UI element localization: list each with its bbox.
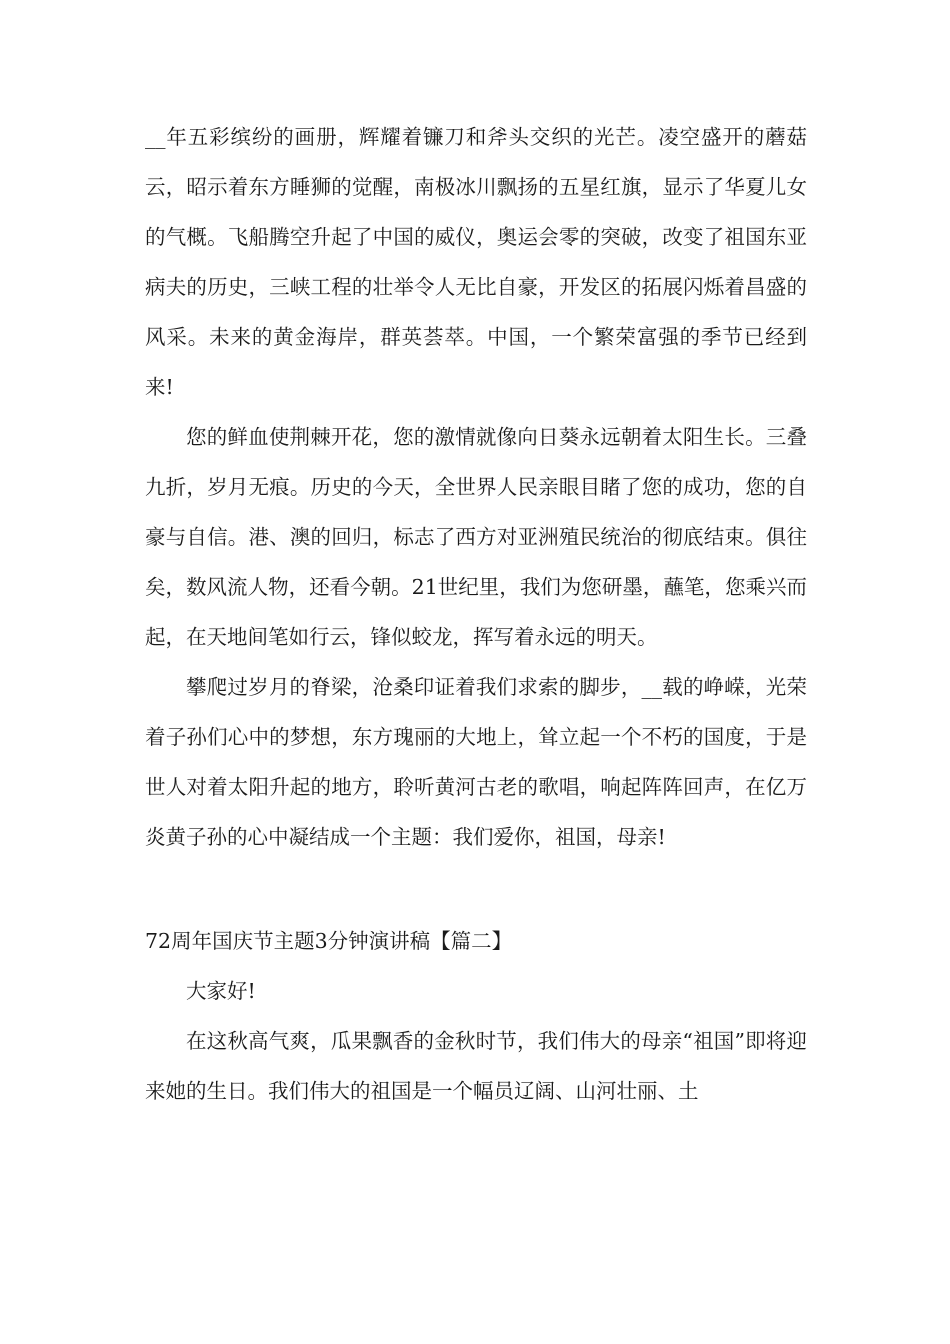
- section-title: 72周年国庆节主题3分钟演讲稿【篇二】: [145, 929, 513, 953]
- paragraph: 攀爬过岁月的脊梁，沧桑印证着我们求索的脚步，__载的峥嵘，光荣着子孙们心中的梦想，东方瑰丽的大地上，耸立起一个不朽的国度，于是世人对着太阳升起的地方，聆听黄河古老的歌唱，响起阵阵回声，在亿万炎黄子孙的心中凝结成一个主题：我们爱你，祖国，母亲!: [145, 675, 807, 849]
- paragraph-continuation: __年五彩缤纷的画册，辉耀着镰刀和斧头交织的光芒。凌空盛开的蘑菇云，昭示着东方睡狮的觉醒，南极冰川飘扬的五星红旗，显示了华夏儿女的气概。飞船腾空升起了中国的威仪，奥运会零的突破，改变了祖国东亚病夫的历史，三峡工程的壮举令人无比自豪，开发区的拓展闪烁着昌盛的风采。未来的黄金海岸，群英荟萃。中国，一个繁荣富强的季节已经到来!: [145, 125, 807, 399]
- paragraph: 您的鲜血使荆棘开花，您的激情就像向日葵永远朝着太阳生长。三叠九折，岁月无痕。历史的今天，全世界人民亲眼目睹了您的成功，您的自豪与自信。港、澳的回归，标志了西方对亚洲殖民统治的彻底结束。俱往矣，数风流人物，还看今朝。21世纪里，我们为您研墨，蘸笔，您乘兴而起，在天地间笔如行云，锋似蛟龙，挥写着永远的明天。: [145, 425, 807, 649]
- paragraph: 在这秋高气爽，瓜果飘香的金秋时节，我们伟大的母亲“祖国”即将迎来她的生日。我们伟大的祖国是一个幅员辽阔、山河壮丽、土: [145, 1029, 807, 1103]
- greeting-paragraph: 大家好!: [186, 979, 256, 1003]
- document-body: [145, 112, 807, 1116]
